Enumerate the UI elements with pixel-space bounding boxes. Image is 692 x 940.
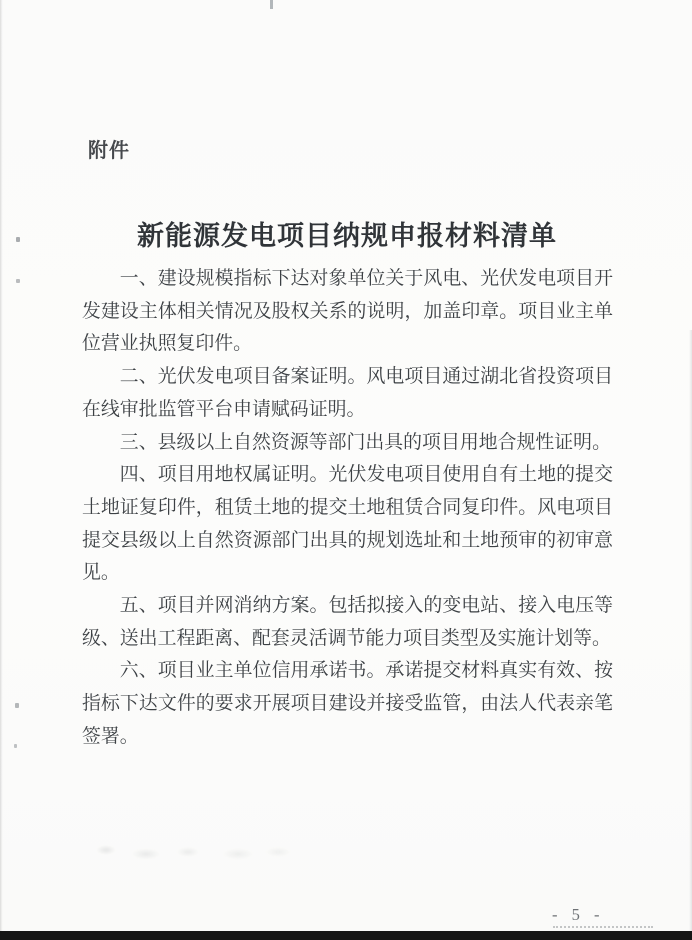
- page-number: - 5 -: [552, 905, 605, 924]
- scan-speck: [14, 744, 17, 748]
- scan-speck: [16, 279, 20, 283]
- scan-smudge: [88, 836, 298, 862]
- paragraph: 五、项目并网消纳方案。包括拟接入的变电站、接入电压等级、送出工程距离、配套灵活调节能力项目类型及实施计划等。: [82, 595, 613, 649]
- paragraph: 六、项目业主单位信用承诺书。承诺提交材料真实有效、按指标下达文件的要求开展项目建设并接受监管，由法人代表亲笔签署。: [82, 660, 613, 747]
- paragraph: 三、县级以上自然资源等部门出具的项目用地合规性证明。: [119, 431, 611, 453]
- document-body: [82, 263, 613, 754]
- left-edge-shadow: [0, 0, 3, 940]
- attachment-label: 附件: [88, 140, 130, 162]
- paragraph: 四、项目用地权属证明。光伏发电项目使用自有土地的提交土地证复印件，租赁土地的提交土地租赁合同复印件。风电项目提交县级以上自然资源部门出具的规划选址和土地预审的初审意见。: [82, 464, 613, 584]
- scan-speck: [16, 237, 20, 242]
- footer-ghost-marks: [553, 926, 653, 928]
- scan-speck: [15, 703, 19, 708]
- paragraph: 二、光伏发电项目备案证明。风电项目通过湖北省投资项目在线审批监管平台申请赋码证明。: [82, 366, 613, 420]
- document-title: 新能源发电项目纳规申报材料清单: [137, 221, 557, 252]
- bottom-scan-bar: [0, 931, 692, 940]
- paragraph: 一、建设规模指标下达对象单位关于风电、光伏发电项目开发建设主体相关情况及股权关系的说明，加盖印章。项目业主单位营业执照复印件。: [82, 268, 613, 355]
- top-edge-tick: [270, 0, 273, 9]
